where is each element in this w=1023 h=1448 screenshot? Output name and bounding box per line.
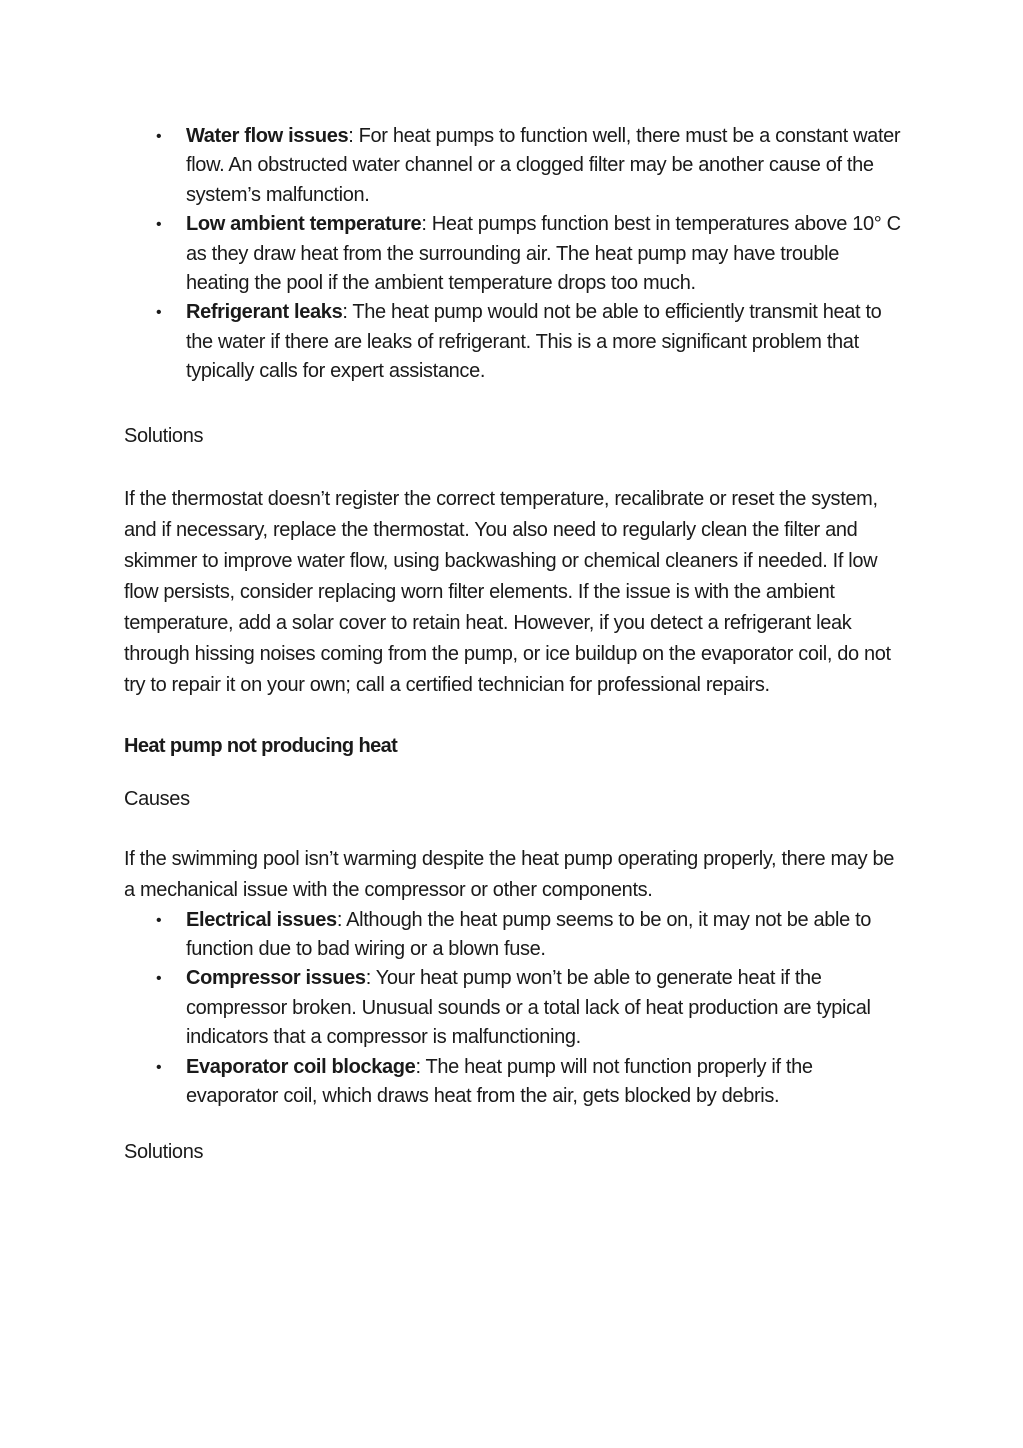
list-item-text: : Heat pumps function best in temperatures above 10° C as they draw heat from the surrounding air. The heat pump may have trouble heating the pool if the ambient temperature drops too much.	[186, 213, 901, 295]
list-item-term: Evaporator coil blockage	[186, 1055, 416, 1078]
list-item-text: : Although the heat pump seems to be on, it may not be able to function due to bad wiring or a blown fuse.	[186, 908, 872, 961]
list-item-term: Refrigerant leaks	[186, 301, 343, 324]
solutions-label: Solutions	[124, 1140, 204, 1163]
solutions-paragraph: If the thermostat doesn’t register the correct temperature, recalibrate or reset the system, and if necessary, replace the thermostat. You also need to regularly clean the filter and skimmer to improve water flow, using backwashing or chemical cleaners if needed. If low flow persists, consider replacing worn filter elements. If the issue is with the ambient temperature, add a solar cover to retain heat. However, if you detect a refrigerant leak through hissing noises coming from the pump, or ice buildup on the evaporator coil, do not try to repair it on your own; call a certified technician for professional repairs.	[124, 487, 891, 696]
component-bullet-list	[124, 906, 904, 1112]
list-item-term: Low ambient temperature	[186, 213, 422, 236]
list-item-text: : Your heat pump won’t be able to generate heat if the compressor broken. Unusual sounds or a total lack of heat production are typical indicators that a compressor is malfunctioning.	[186, 967, 871, 1049]
list-item	[186, 1053, 904, 1112]
document-page	[124, 122, 904, 1164]
list-item	[186, 298, 904, 386]
list-item	[186, 122, 904, 210]
causes-label: Causes	[124, 787, 190, 810]
list-item-text: : The heat pump would not be able to efficiently transmit heat to the water if there are leaks of refrigerant. This is a more significant problem that typically calls for expert assistance.	[186, 301, 882, 383]
list-item-text: : The heat pump will not function properly if the evaporator coil, which draws heat from the air, gets blocked by debris.	[186, 1055, 813, 1108]
list-item	[186, 964, 904, 1052]
list-item	[186, 906, 904, 965]
solutions-label: Solutions	[124, 424, 204, 447]
list-item-term: Compressor issues	[186, 967, 366, 990]
list-item-text: : For heat pumps to function well, there must be a constant water flow. An obstructed water channel or a clogged filter may be another cause of the system’s malfunction.	[186, 125, 901, 206]
causes-bullet-list	[124, 122, 904, 387]
section-heading: Heat pump not producing heat	[124, 734, 398, 757]
list-item	[186, 210, 904, 298]
causes-paragraph: If the swimming pool isn’t warming despite the heat pump operating properly, there may be a mechanical issue with the compressor or other components.	[124, 847, 895, 901]
list-item-term: Water flow issues	[186, 125, 349, 147]
list-item-term: Electrical issues	[186, 908, 337, 931]
